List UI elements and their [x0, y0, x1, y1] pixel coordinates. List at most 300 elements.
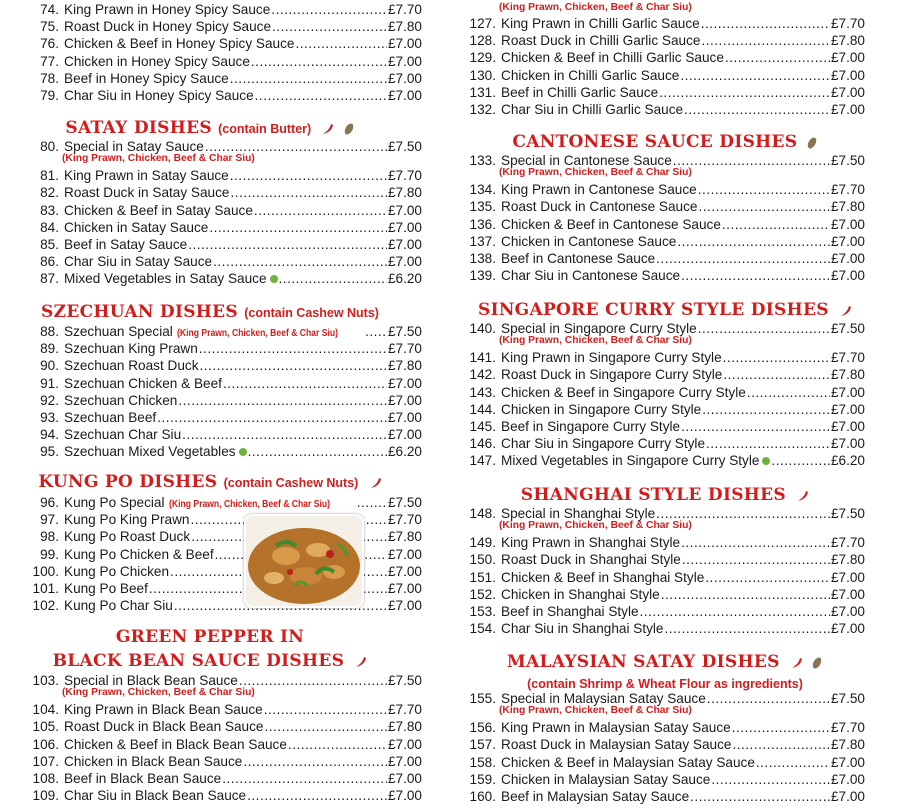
- szechuan-allergen-note: (contain Cashew Nuts): [244, 306, 379, 320]
- menu-item: [465, 250, 865, 267]
- dot-leader: [664, 620, 830, 637]
- menu-item: [28, 375, 422, 392]
- item-number: 138.: [469, 251, 496, 266]
- menu-item: [465, 84, 865, 101]
- item-price: £7.70: [387, 702, 422, 718]
- item-price: £7.00: [387, 88, 422, 103]
- malaysian-title: MALAYSIAN SATAY DISHES: [506, 652, 780, 672]
- item-price: £6.20: [387, 271, 422, 287]
- item-number: 75.: [40, 19, 59, 35]
- dot-leader: [178, 392, 387, 409]
- item-price: £7.80: [387, 185, 422, 201]
- item-number: 109.: [32, 788, 59, 804]
- dot-leader: [230, 184, 386, 201]
- dot-leader: [239, 672, 387, 689]
- item-name: Roast Duck in Black Bean Sauce: [64, 719, 264, 735]
- item-name: King Prawn in Cantonese Sauce: [501, 182, 697, 198]
- vegetarian-icon: [270, 275, 278, 283]
- menu-item: [465, 719, 865, 736]
- item-number: 82.: [40, 185, 59, 201]
- item-number: 106.: [32, 736, 59, 752]
- item-price: £7.00: [830, 233, 865, 249]
- menu-item: [28, 219, 422, 236]
- item-price: £7.00: [387, 427, 422, 443]
- menu-item: [465, 216, 865, 233]
- dot-leader: [747, 384, 830, 401]
- item-name: Char Siu in Honey Spicy Sauce: [64, 88, 254, 103]
- item-name: Chicken in Shanghai Style: [501, 586, 660, 602]
- item-name: Roast Duck in Singapore Curry Style: [501, 367, 723, 383]
- dot-leader: [701, 32, 830, 49]
- item-name: Beef in Satay Sauce: [64, 237, 188, 252]
- item-number: 98.: [40, 529, 59, 545]
- item-price: £7.70: [387, 512, 422, 528]
- item-name: King Prawn in Satay Sauce: [64, 168, 229, 184]
- item-number: 155.: [469, 691, 496, 706]
- item-name: Mixed Vegetables in Singapore Curry Style: [501, 453, 760, 469]
- item-price: £7.00: [830, 436, 865, 452]
- item-name: Chicken & Beef in Chilli Garlic Sauce: [501, 50, 724, 66]
- item-name: Beef in Honey Spicy Sauce: [64, 70, 229, 86]
- dot-leader: [690, 788, 830, 805]
- dot-leader: [698, 198, 830, 215]
- menu-item: [28, 167, 422, 184]
- kungpo-allergen-note: (contain Cashew Nuts): [223, 476, 359, 490]
- dot-leader: [243, 753, 387, 770]
- item-number: 145.: [469, 419, 496, 434]
- item-price: £7.50: [387, 673, 422, 688]
- item-price: £7.00: [387, 788, 422, 804]
- dot-leader: [200, 357, 387, 374]
- dot-leader: [251, 53, 387, 70]
- menu-item: [28, 409, 422, 426]
- dot-leader: [248, 443, 387, 460]
- item-number: 160.: [469, 789, 496, 804]
- item-price: £7.70: [830, 720, 865, 736]
- item-number: 101.: [32, 581, 59, 596]
- item-name: Chicken in Malaysian Satay Sauce: [501, 771, 711, 787]
- menu-item: [465, 233, 865, 250]
- item-number: 159.: [469, 771, 496, 787]
- malaysian-heading: [465, 652, 865, 672]
- menu-item: [465, 267, 865, 284]
- item-price: £7.70: [830, 16, 865, 31]
- item-note: (King Prawn, Chicken, Beef & Char Siu): [176, 328, 338, 339]
- menu-item: [28, 184, 422, 201]
- item-name: Beef in Chilli Garlic Sauce: [501, 84, 659, 100]
- dot-leader: [199, 340, 387, 357]
- singapore-title: SINGAPORE CURRY STYLE DISHES: [478, 300, 829, 320]
- item-price: £7.70: [387, 2, 422, 17]
- item-number: 94.: [40, 427, 59, 443]
- item-number: 157.: [469, 737, 496, 753]
- item-name: Chicken & Beef in Black Bean Sauce: [64, 736, 287, 752]
- item-number: 129.: [469, 50, 496, 66]
- item-name: Chicken in Satay Sauce: [64, 219, 209, 235]
- item-price: £7.00: [387, 563, 422, 579]
- dot-leader: [230, 70, 387, 87]
- item-number: 108.: [32, 771, 59, 786]
- item-price: £7.70: [830, 350, 865, 366]
- dot-leader: [682, 551, 830, 568]
- dot-leader: [725, 49, 830, 66]
- item-price: £7.80: [830, 367, 865, 383]
- item-name: King Prawn in Malaysian Satay Sauce: [501, 720, 731, 736]
- item-price: £7.00: [387, 53, 422, 69]
- item-number: 74.: [40, 2, 59, 17]
- menu-item: [28, 753, 422, 770]
- item-number: 105.: [32, 719, 59, 735]
- dot-leader: [723, 366, 830, 383]
- item-price: £7.00: [830, 384, 865, 400]
- item-number: 139.: [469, 268, 496, 284]
- dot-leader: [707, 690, 830, 707]
- item-name: Char Siu in Singapore Curry Style: [501, 436, 705, 452]
- item-number: 90.: [40, 358, 59, 374]
- item-name: Szechuan Chicken & Beef: [64, 375, 222, 391]
- item-number: 153.: [469, 604, 496, 619]
- item-contents-note: (King Prawn, Chicken, Beef & Char Siu): [499, 520, 692, 532]
- item-name: Kung Po Special: [64, 495, 165, 510]
- vegetarian-icon: [239, 448, 247, 456]
- item-number: 134.: [469, 182, 496, 198]
- item-price: £7.70: [387, 168, 422, 184]
- menu-item: [28, 53, 422, 70]
- item-number: 135.: [469, 199, 496, 215]
- item-number: 141.: [469, 350, 496, 366]
- menu-item: [465, 67, 865, 84]
- item-price: £7.00: [830, 604, 865, 619]
- menu-item: [28, 426, 422, 443]
- item-name: Chicken & Beef in Honey Spicy Sauce: [64, 36, 295, 52]
- item-number: 136.: [469, 216, 496, 232]
- dot-leader: [681, 534, 830, 551]
- item-number: 130.: [469, 67, 496, 83]
- dot-leader: [271, 1, 387, 18]
- item-price: £7.00: [387, 70, 422, 86]
- item-name: Beef in Malaysian Satay Sauce: [501, 789, 690, 804]
- menu-item: [465, 384, 865, 401]
- item-number: 76.: [40, 36, 59, 52]
- item-number: 86.: [40, 254, 59, 270]
- item-name: Kung Po Char Siu: [64, 598, 173, 614]
- menu-item: [465, 198, 865, 215]
- item-name: Special in Satay Sauce: [64, 139, 204, 154]
- cantonese-title: CANTONESE SAUCE DISHES: [512, 132, 798, 152]
- satay-heading: [28, 118, 392, 138]
- item-name: Kung Po Chicken: [64, 563, 170, 579]
- item-number: 80.: [40, 139, 59, 154]
- item-price: £7.50: [830, 506, 865, 521]
- dot-leader: [247, 787, 387, 804]
- dot-leader: [771, 452, 830, 469]
- item-price: £7.70: [387, 341, 422, 357]
- menu-item: [465, 736, 865, 753]
- dot-leader: [255, 87, 387, 104]
- dot-leader: [288, 736, 387, 753]
- item-name: Beef in Cantonese Sauce: [501, 251, 656, 266]
- item-contents-note: (King Prawn, Chicken, Beef & Char Siu): [499, 167, 692, 179]
- menu-item: [28, 18, 422, 35]
- menu-item: [28, 35, 422, 52]
- dot-leader: [711, 771, 830, 788]
- item-name: Kung Po Beef: [64, 581, 148, 596]
- menu-item: [28, 340, 422, 357]
- item-price: £7.00: [830, 84, 865, 100]
- dot-leader: [264, 718, 386, 735]
- nut-icon: [806, 136, 818, 150]
- kungpo-heading: [28, 472, 392, 492]
- item-price: £7.00: [830, 771, 865, 787]
- item-number: 99.: [40, 546, 59, 562]
- item-name: Roast Duck in Honey Spicy Sauce: [64, 19, 272, 35]
- item-name: Special in Shanghai Style: [501, 506, 656, 521]
- dot-leader: [702, 401, 830, 418]
- dot-leader: [722, 216, 830, 233]
- item-price: £7.80: [387, 529, 422, 545]
- item-contents-note: (King Prawn, Chicken, Beef & Char Siu): [62, 687, 255, 699]
- item-price: £7.00: [387, 202, 422, 218]
- item-price: £7.00: [830, 586, 865, 602]
- dot-leader: [209, 219, 387, 236]
- item-price: £7.50: [387, 495, 422, 510]
- item-number: 156.: [469, 720, 496, 736]
- menu-item: [28, 770, 422, 787]
- menu-item: [28, 323, 422, 340]
- item-name: Char Siu in Satay Sauce: [64, 254, 213, 270]
- item-name: Chicken & Beef in Shanghai Style: [501, 569, 705, 585]
- dot-leader: [698, 181, 830, 198]
- menu-item: [28, 202, 422, 219]
- menu-item: [465, 586, 865, 603]
- item-price: £7.00: [830, 621, 865, 637]
- item-price: £7.00: [830, 251, 865, 266]
- shanghai-title: SHANGHAI STYLE DISHES: [520, 485, 786, 505]
- item-price: £7.50: [830, 153, 865, 168]
- item-price: £7.00: [387, 392, 422, 408]
- menu-item: [465, 551, 865, 568]
- item-price: £7.70: [830, 535, 865, 551]
- menu-item: [28, 443, 422, 460]
- menu-item: [465, 101, 865, 118]
- menu-item: [465, 15, 865, 32]
- item-number: 131.: [469, 84, 496, 100]
- item-number: 88.: [40, 324, 59, 339]
- item-price: £7.00: [830, 789, 865, 804]
- item-number: 87.: [40, 271, 59, 287]
- item-name: Szechuan Char Siu: [64, 427, 182, 443]
- item-name: King Prawn in Shanghai Style: [501, 535, 681, 551]
- dot-leader: [673, 152, 830, 169]
- item-name: Kung Po King Prawn: [64, 512, 190, 528]
- singapore-heading: [465, 300, 865, 320]
- menu-item: [28, 392, 422, 409]
- dot-leader: [659, 84, 830, 101]
- item-price: £7.00: [830, 216, 865, 232]
- dot-leader: [706, 435, 830, 452]
- item-name: Szechuan Mixed Vegetables: [64, 444, 236, 460]
- item-price: £7.00: [387, 237, 422, 252]
- item-number: 85.: [40, 237, 59, 252]
- item-number: 100.: [32, 563, 59, 579]
- dot-leader: [732, 736, 830, 753]
- szechuan-title: SZECHUAN DISHES: [41, 302, 238, 322]
- item-name: Roast Duck in Satay Sauce: [64, 185, 230, 201]
- item-price: £6.20: [830, 453, 865, 469]
- item-name: Roast Duck in Shanghai Style: [501, 552, 681, 568]
- item-name: Beef in Shanghai Style: [501, 604, 639, 619]
- item-price: £7.00: [387, 753, 422, 769]
- chili-icon: [838, 304, 852, 318]
- item-contents-note: (King Prawn, Chicken, Beef & Char Siu): [499, 705, 692, 717]
- menu-item: [465, 32, 865, 49]
- item-number: 158.: [469, 754, 496, 770]
- menu-item: [28, 1, 422, 18]
- item-price: £7.80: [830, 737, 865, 753]
- menu-item: [28, 270, 422, 287]
- dot-leader: [756, 754, 830, 771]
- item-name: Char Siu in Black Bean Sauce: [64, 788, 247, 804]
- chilli-garlic-sub: (King Prawn, Chicken, Beef & Char Siu): [499, 2, 692, 13]
- item-number: 142.: [469, 367, 496, 383]
- dot-leader: [680, 67, 830, 84]
- item-name: Chicken & Beef in Singapore Curry Style: [501, 384, 746, 400]
- dot-leader: [705, 569, 830, 586]
- item-number: 84.: [40, 219, 59, 235]
- malaysian-allergen-note: (contain Shrimp & Wheat Flour as ingredients): [527, 677, 803, 691]
- menu-item: [28, 494, 422, 511]
- menu-item: [28, 253, 422, 270]
- food-image: [246, 516, 362, 606]
- greenpepper-heading-line2: [28, 651, 392, 671]
- menu-item: [465, 754, 865, 771]
- item-name: Szechuan Beef: [64, 410, 157, 425]
- item-name: Szechuan Special: [64, 324, 173, 339]
- item-number: 133.: [469, 153, 496, 168]
- item-number: 95.: [40, 444, 59, 460]
- greenpepper-heading-line1: [28, 627, 392, 647]
- item-number: 143.: [469, 384, 496, 400]
- satay-allergen-note: (contain Butter): [218, 122, 312, 136]
- item-number: 92.: [40, 392, 59, 408]
- item-price: £6.20: [387, 444, 422, 460]
- nut-icon: [343, 122, 355, 136]
- item-name: Special in Malaysian Satay Sauce: [501, 691, 706, 706]
- item-number: 93.: [40, 410, 59, 425]
- item-note: (King Prawn, Chicken, Beef & Char Siu): [168, 499, 330, 510]
- item-price: £7.80: [387, 19, 422, 35]
- item-name: Mixed Vegetables in Satay Sauce: [64, 271, 267, 287]
- item-price: £7.00: [830, 419, 865, 434]
- dot-leader: [681, 267, 830, 284]
- dot-leader: [213, 253, 387, 270]
- item-name: Chicken in Chilli Garlic Sauce: [501, 67, 680, 83]
- menu-item: [465, 603, 865, 620]
- menu-item: [465, 49, 865, 66]
- item-number: 107.: [32, 753, 59, 769]
- item-number: 83.: [40, 202, 59, 218]
- menu-item: [28, 70, 422, 87]
- item-name: King Prawn in Black Bean Sauce: [64, 702, 263, 718]
- item-price: £7.00: [387, 771, 422, 786]
- cantonese-heading: [465, 132, 865, 152]
- menu-item: [465, 366, 865, 383]
- dot-leader: [254, 202, 387, 219]
- item-name: Roast Duck in Malaysian Satay Sauce: [501, 737, 732, 753]
- chili-icon: [320, 122, 334, 136]
- item-number: 96.: [40, 495, 59, 510]
- item-price: £7.70: [830, 182, 865, 198]
- item-price: £7.00: [830, 401, 865, 417]
- item-number: 91.: [40, 375, 59, 391]
- item-price: £7.80: [387, 358, 422, 374]
- item-price: £7.00: [387, 410, 422, 425]
- item-price: £7.00: [830, 67, 865, 83]
- dot-leader: [698, 320, 830, 337]
- item-name: Szechuan King Prawn: [64, 341, 198, 357]
- item-price: £7.00: [387, 375, 422, 391]
- menu-item: [465, 569, 865, 586]
- item-price: £7.00: [830, 754, 865, 770]
- menu-item: [465, 401, 865, 418]
- menu-item: [465, 452, 865, 469]
- item-price: £7.50: [387, 324, 422, 339]
- menu-item: [465, 435, 865, 452]
- item-number: 140.: [469, 321, 496, 336]
- item-name: Szechuan Roast Duck: [64, 358, 199, 374]
- item-price: £7.00: [387, 736, 422, 752]
- dot-leader: [279, 270, 387, 287]
- item-number: 78.: [40, 70, 59, 86]
- item-price: £7.00: [830, 569, 865, 585]
- dot-leader: [188, 236, 387, 253]
- item-name: Special in Singapore Curry Style: [501, 321, 697, 336]
- item-price: £7.80: [830, 33, 865, 49]
- menu-item: [28, 718, 422, 735]
- item-price: £7.00: [830, 268, 865, 284]
- shanghai-heading: [465, 485, 865, 505]
- item-name: Char Siu in Chilli Garlic Sauce: [501, 102, 684, 117]
- dot-leader: [656, 250, 830, 267]
- item-number: 152.: [469, 586, 496, 602]
- dot-leader: [732, 719, 830, 736]
- item-price: £7.00: [830, 50, 865, 66]
- greenpepper-title-2: BLACK BEAN SAUCE DISHES: [52, 651, 345, 671]
- item-number: 81.: [40, 168, 59, 184]
- item-name: Special in Cantonese Sauce: [501, 153, 672, 168]
- menu-item: [28, 736, 422, 753]
- dot-leader: [264, 701, 387, 718]
- item-price: £7.50: [387, 139, 422, 154]
- item-contents-note: (King Prawn, Chicken, Beef & Char Siu): [499, 335, 692, 347]
- dot-leader: [640, 603, 830, 620]
- item-number: 127.: [469, 16, 496, 31]
- menu-item: [465, 418, 865, 435]
- menu-item: [465, 349, 865, 366]
- greenpepper-title-1: GREEN PEPPER IN: [115, 627, 305, 647]
- item-number: 77.: [40, 53, 59, 69]
- item-name: Chicken & Beef in Satay Sauce: [64, 202, 253, 218]
- dot-leader: [365, 323, 387, 340]
- item-name: King Prawn in Singapore Curry Style: [501, 350, 722, 366]
- satay-title: SATAY DISHES: [65, 118, 212, 138]
- item-number: 149.: [469, 535, 496, 551]
- item-number: 150.: [469, 552, 496, 568]
- item-name: Szechuan Chicken: [64, 392, 178, 408]
- dot-leader: [295, 35, 387, 52]
- item-price: £7.80: [830, 199, 865, 215]
- item-number: 132.: [469, 102, 496, 117]
